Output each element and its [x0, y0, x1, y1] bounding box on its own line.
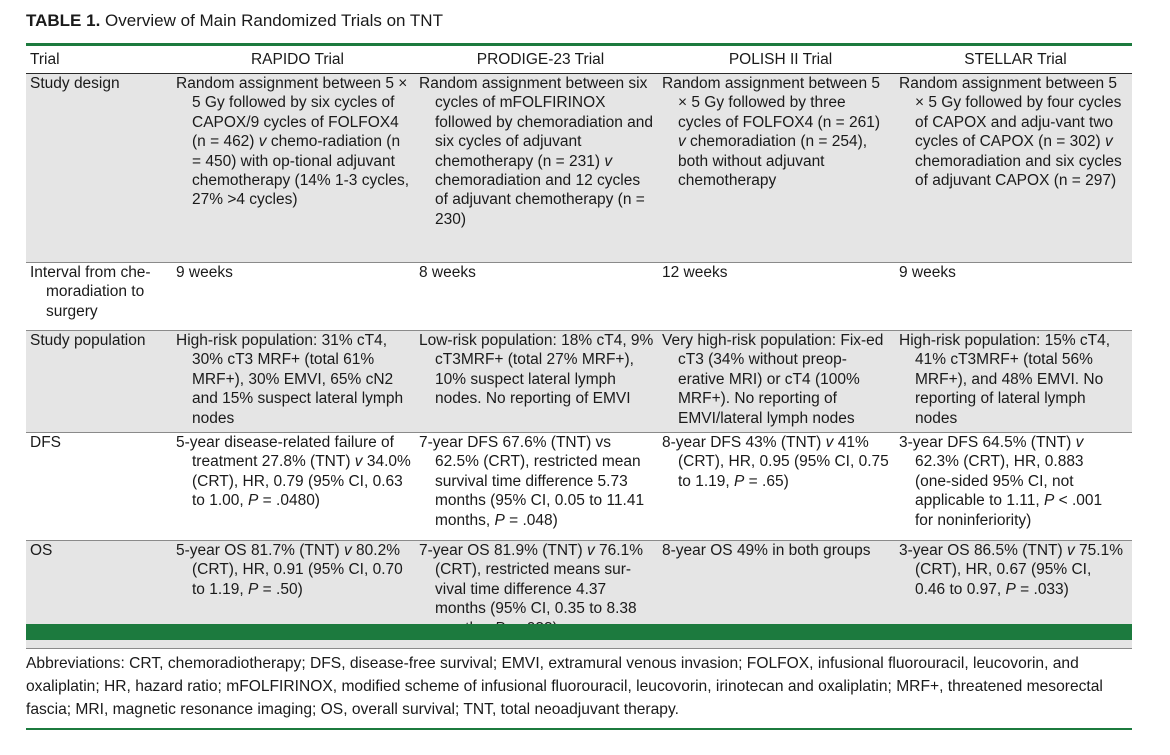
- table-cell: 9 weeks: [899, 263, 1132, 331]
- trials-table: [26, 46, 1132, 649]
- table-cell: 8-year DFS 43% (TNT) v 41% (CRT), HR, 0.95 (95% CI, 0.75 to 1.19, P = .65): [662, 433, 899, 541]
- column-header: Trial: [26, 46, 176, 74]
- row-label: OS: [26, 541, 176, 649]
- column-header: STELLAR Trial: [899, 46, 1132, 74]
- row-label: Study design: [26, 74, 176, 263]
- table-row: [26, 263, 1132, 331]
- column-header: POLISH II Trial: [662, 46, 899, 74]
- abbreviations-footnote: Abbreviations: CRT, chemoradiotherapy; DFS, disease-free survival; EMVI, extramural venous invasion; FOLFOX, infusional fluorouracil, leucovorin, and oxaliplatin; HR, hazard ratio; mFOLFIRINOX, modified scheme of infusional fluorouracil, leucovorin, irinotecan and oxaliplatin; MRF+, threatened mesorectal fascia; MRI, magnetic resonance imaging; OS, overall survival; TNT, total neoadjuvant therapy.: [26, 655, 1103, 718]
- table-label: TABLE 1.: [26, 11, 101, 30]
- table-cell: 3-year DFS 64.5% (TNT) v 62.3% (CRT), HR, 0.883 (one-sided 95% CI, not applicable to 1.11, P < .001 for noninferiority): [899, 433, 1132, 541]
- table-cell: Random assignment between 5 × 5 Gy followed by three cycles of FOLFOX4 (n = 261) v chemoradiation (n = 254), both without adjuvant chemotherapy: [662, 74, 899, 263]
- table-cell: 3-year OS 86.5% (TNT) v 75.1% (CRT), HR, 0.67 (95% CI, 0.46 to 0.97, P = .033): [899, 541, 1132, 649]
- header-row: [26, 46, 1132, 74]
- table-row: [26, 74, 1132, 263]
- table-cell: 8 weeks: [419, 263, 662, 331]
- table-cell: 5-year OS 81.7% (TNT) v 80.2% (CRT), HR, 0.91 (95% CI, 0.70 to 1.19, P = .50): [176, 541, 419, 649]
- table-cell: 9 weeks: [176, 263, 419, 331]
- table-cell: 8-year OS 49% in both groups: [662, 541, 899, 649]
- row-label: DFS: [26, 433, 176, 541]
- table-cell: Very high-risk population: Fix-ed cT3 (34% without preop-erative MRI) or cT4 (100% MRF+). No reporting of EMVI/lateral lymph nodes: [662, 331, 899, 433]
- table-cell: High-risk population: 15% cT4, 41% cT3MRF+ (total 56% MRF+), and 48% EMVI. No reporting of lateral lymph nodes: [899, 331, 1132, 433]
- table-cell: 12 weeks: [662, 263, 899, 331]
- column-header: PRODIGE-23 Trial: [419, 46, 662, 74]
- end-rule: [26, 728, 1132, 730]
- column-header: RAPIDO Trial: [176, 46, 419, 74]
- table-cell: 7-year OS 81.9% (TNT) v 76.1% (CRT), restricted means sur-vival time difference 4.37 months (95% CI, 0.35 to 8.38: [419, 541, 662, 649]
- table-cell: Low-risk population: 18% cT4, 9% cT3MRF+ (total 27% MRF+), 10% suspect lateral lymph nodes. No reporting of EMVI: [419, 331, 662, 433]
- row-label: Study population: [26, 331, 176, 433]
- table-caption: [26, 10, 443, 32]
- table-bottom-band: [26, 624, 1132, 640]
- table-cell: 7-year DFS 67.6% (TNT) vs 62.5% (CRT), restricted mean survival time difference 5.73 months (95% CI, 0.05 to 11.41 months, P = .048): [419, 433, 662, 541]
- table-cell: Random assignment between 5 × 5 Gy followed by six cycles of CAPOX/9 cycles of FOLFOX4 (n = 462) v chemo-radiation (n = 450) with op-tional adjuvant chemotherapy (14% 1-3 cycles, 27% >4 cycles): [176, 74, 419, 263]
- table-cell: High-risk population: 31% cT4, 30% cT3 MRF+ (total 61% MRF+), 30% EMVI, 65% cN2 and 15% suspect lateral lymph nodes: [176, 331, 419, 433]
- table-row: [26, 433, 1132, 541]
- row-label: Interval from che-moradiation to surgery: [30, 264, 151, 320]
- table-title: Overview of Main Randomized Trials on TNT: [105, 11, 443, 30]
- table-cell: Random assignment between six cycles of mFOLFIRINOX followed by chemoradiation and six cycles of adjuvant chemotherapy (n = 231) v chemoradiation and 12 cycles of adjuvant chemotherapy (n = 230): [419, 74, 662, 263]
- table-row: [26, 331, 1132, 433]
- table-cell: Random assignment between 5 × 5 Gy followed by four cycles of CAPOX and adju-vant two cycles of CAPOX (n = 302) v chemoradiation and six cycles of adjuvant CAPOX (n = 297): [899, 74, 1132, 263]
- table-cell: 5-year disease-related failure of treatment 27.8% (TNT) v 34.0% (CRT), HR, 0.79 (95% CI, 0.63 to 1.00, P = .0480): [176, 433, 419, 541]
